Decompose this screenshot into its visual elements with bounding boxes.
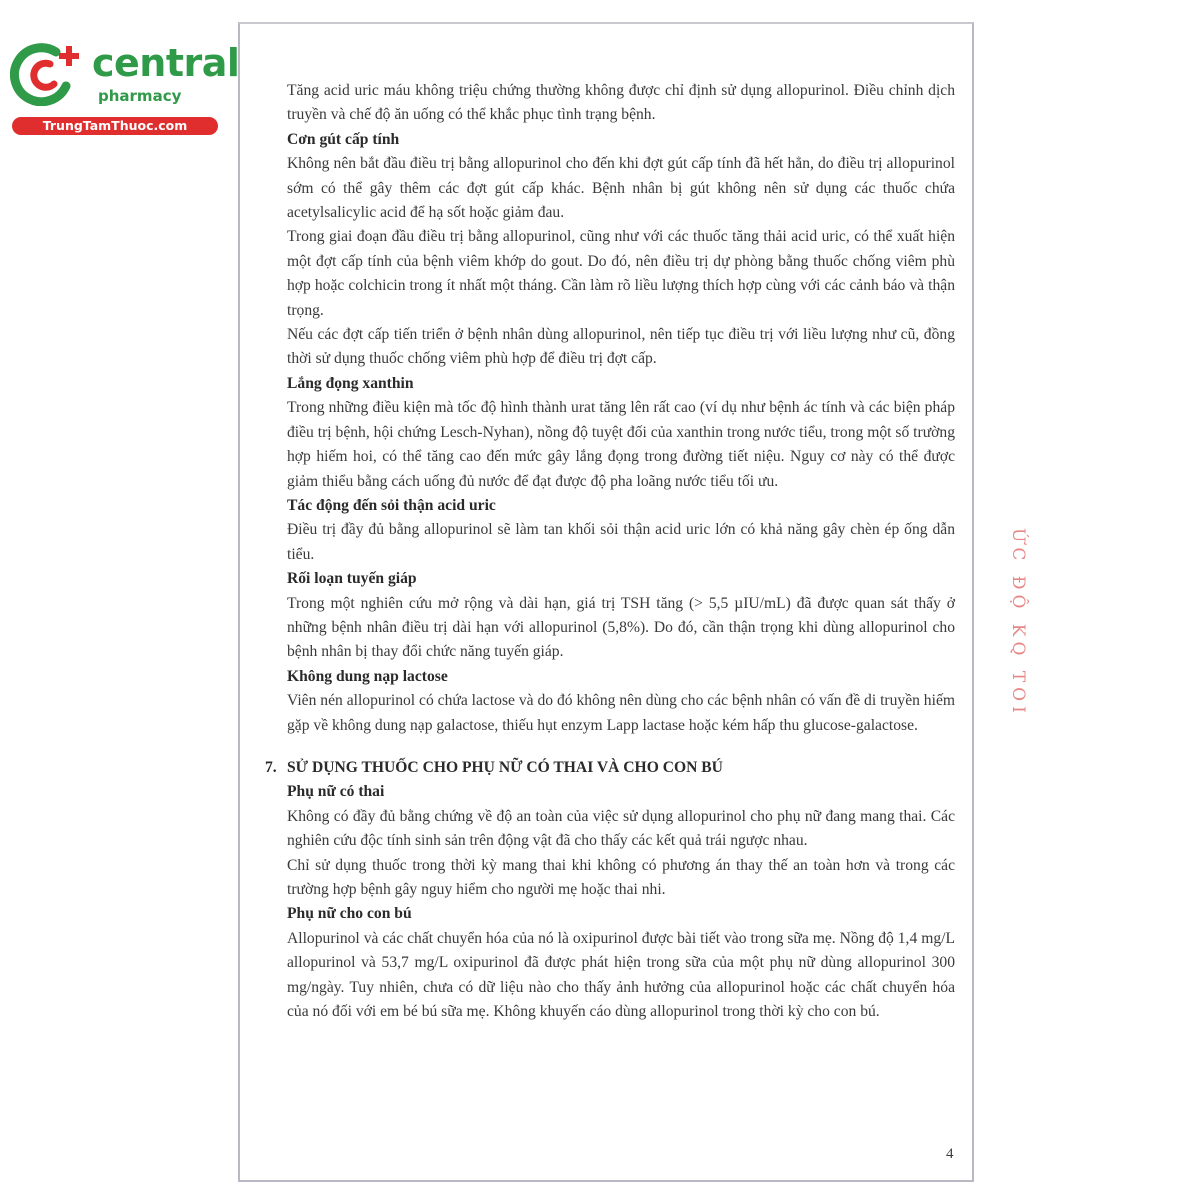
paragraph: Không có đầy đủ bằng chứng về độ an toàn của việc sử dụng allopurinol cho phụ nữ đang mang thai. Các nghiên cứu độc tính sinh sản trên động vật đã cho thấy các kết quả trái ngược nhau. (287, 807, 955, 850)
section-7-body (287, 780, 955, 1024)
logo-website: TrungTamThuoc.com (12, 117, 218, 135)
logo-name: central (92, 41, 240, 85)
document-body (265, 79, 955, 1024)
side-stamp-text: ỨC ĐỘ KQ TOI (1008, 528, 1028, 718)
section-number: 7. (265, 758, 277, 776)
subsection-heading: Phụ nữ cho con bú (287, 905, 412, 923)
paragraph: Allopurinol và các chất chuyển hóa của nó là oxipurinol được bài tiết vào trong sữa mẹ. Nồng độ 1,4 mg/L allopurinol và 53,7 mg/L oxipurinol đã được phát hiện trong sữa của một phụ nữ dùng allopurinol 300 mg/ngày. Tuy nhiên, chưa có dữ liệu nào cho thấy ảnh hưởng của allopurinol hoặc các chất chuyển hóa của nó đối với em bé bú sữa mẹ. Không khuyến cáo dùng allopurinol trong thời kỳ cho con bú. (287, 929, 955, 1021)
subsection-heading: Cơn gút cấp tính (287, 130, 400, 148)
subsection-heading: Phụ nữ có thai (287, 783, 385, 801)
paragraph: Tăng acid uric máu không triệu chứng thường không được chỉ định sử dụng allopurinol. Điều chỉnh dịch truyền và chế độ ăn uống có thể khắc phục tình trạng bệnh. (287, 82, 955, 124)
section-7-title (265, 756, 955, 780)
subsection-heading: Rối loạn tuyến giáp (287, 570, 417, 588)
brand-logo (10, 40, 240, 136)
section-title-text: SỬ DỤNG THUỐC CHO PHỤ NỮ CÓ THAI VÀ CHO CON BÚ (287, 758, 723, 776)
precautions-section (287, 79, 955, 738)
paragraph: Không nên bắt đầu điều trị bằng allopurinol cho đến khi đợt gút cấp tính đã hết hẳn, do điều trị allopurinol sớm có thể gây thêm các đợt gút cấp khác. Bệnh nhân bị gút không nên sử dụng các thuốc chứa acetylsalicylic acid để hạ sốt hoặc giảm đau. (287, 155, 955, 222)
subsection-heading: Lắng đọng xanthin (287, 374, 414, 392)
logo-subtitle: pharmacy (98, 87, 182, 105)
paragraph: Điều trị đầy đủ bằng allopurinol sẽ làm tan khối sỏi thận acid uric lớn có khả năng gây chèn ép ống dẫn tiểu. (287, 521, 955, 563)
paragraph: Trong những điều kiện mà tốc độ hình thành urat tăng lên rất cao (ví dụ như bệnh ác tính và các biện pháp điều trị bệnh, hội chứng Lesch-Nyhan), nồng độ tuyệt đối của xanthin trong nước tiểu, trong một số trường hợp hiếm hoi, có thể tăng cao đến mức gây lắng đọng trong đường tiết niệu. Nguy cơ này có thể được giảm thiểu bằng cách uống đủ nước để đạt được độ pha loãng nước tiểu tối ưu. (287, 399, 955, 490)
subsection-heading: Tác động đến sỏi thận acid uric (287, 496, 496, 514)
paragraph: Trong giai đoạn đầu điều trị bằng allopurinol, cũng như với các thuốc tăng thải acid uric, có thể xuất hiện một đợt cấp tính của bệnh viêm khớp do gout. Do đó, nên điều trị dự phòng bằng thuốc chống viêm phù hợp hoặc colchicin trong ít nhất một tháng. Cần làm rõ liều lượng thích hợp cùng với các cảnh báo và thận trọng. (287, 228, 955, 319)
side-stamp (1002, 528, 1032, 718)
subsection-heading: Không dung nạp lactose (287, 667, 448, 685)
page-number: 4 (946, 1146, 954, 1162)
pharmacy-logo-icon (10, 40, 88, 106)
paragraph: Viên nén allopurinol có chứa lactose và do đó không nên dùng cho các bệnh nhân có vấn đề di truyền hiếm gặp về không dung nạp galactose, thiếu hụt enzym Lapp lactase hoặc kém hấp thu glucose-galactose. (287, 692, 955, 734)
paragraph: Nếu các đợt cấp tiến triển ở bệnh nhân dùng allopurinol, nên tiếp tục điều trị với liều lượng như cũ, đồng thời sử dụng thuốc chống viêm phù hợp để điều trị đợt cấp. (287, 326, 955, 368)
paragraph: Trong một nghiên cứu mở rộng và dài hạn, giá trị TSH tăng (> 5,5 µIU/mL) đã được quan sát thấy ở những bệnh nhân điều trị dài hạn với allopurinol (5,8%). Do đó, cần thận trọng khi dùng allopurinol cho bệnh nhân bị thay đổi chức năng tuyến giáp. (287, 594, 955, 661)
paragraph: Chỉ sử dụng thuốc trong thời kỳ mang thai khi không có phương án thay thế an toàn hơn và trong các trường hợp bệnh gây nguy hiểm cho người mẹ hoặc thai nhi. (287, 856, 955, 898)
